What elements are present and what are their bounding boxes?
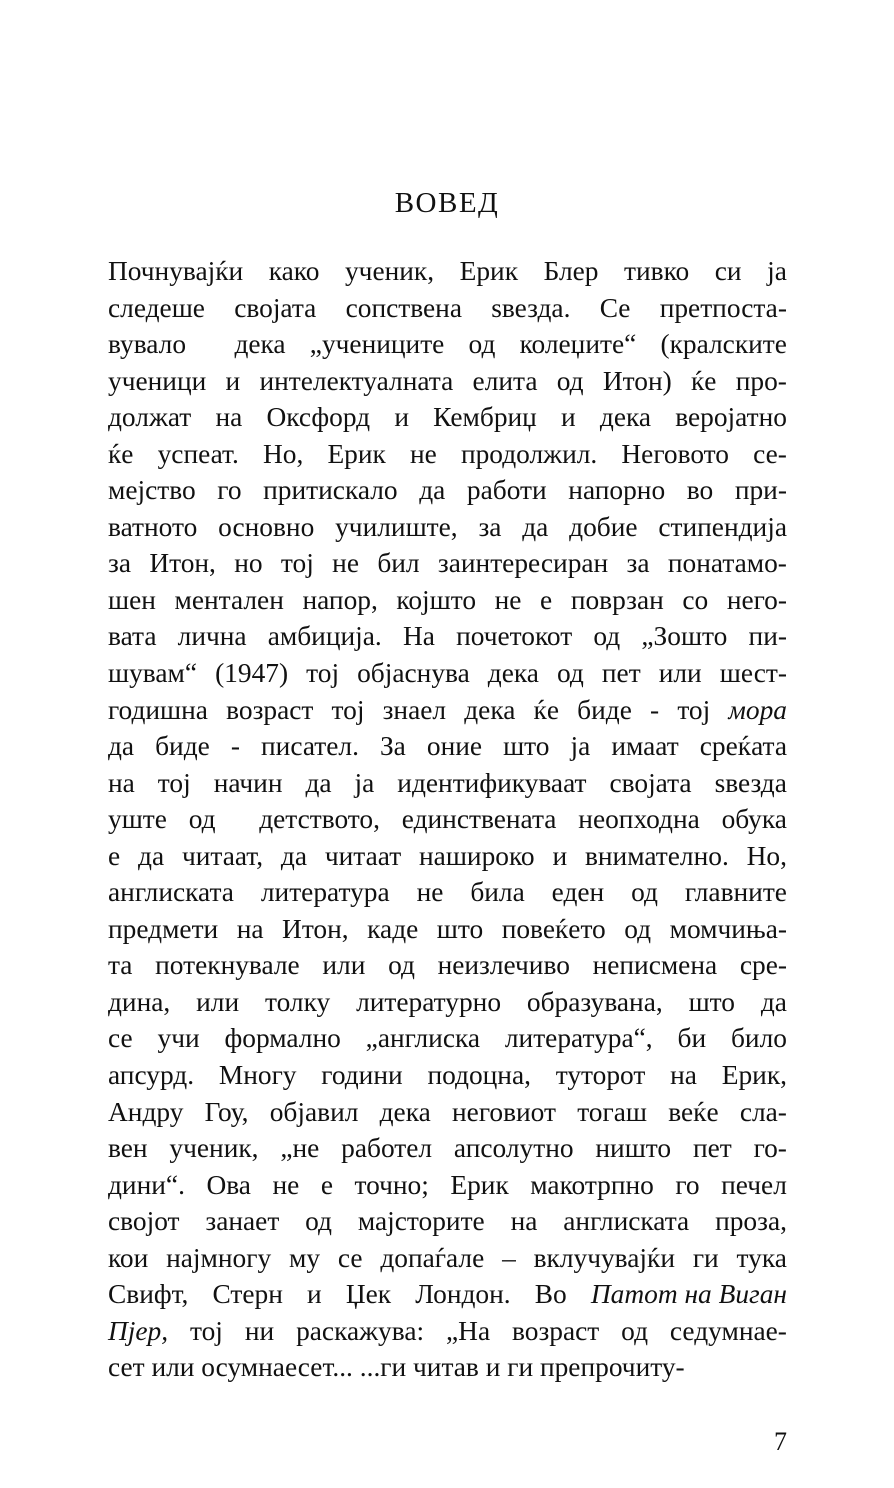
word: дека — [379, 1096, 431, 1127]
word: Ерик, — [721, 1060, 787, 1091]
word: години — [321, 1060, 403, 1091]
word: пет — [692, 1133, 732, 1164]
word: оние — [426, 731, 483, 762]
word: пет — [601, 658, 641, 689]
body-text-block — [108, 253, 787, 1386]
word: неписмена — [592, 950, 718, 981]
text-line — [108, 1203, 787, 1240]
word: е — [540, 584, 553, 615]
word: го — [675, 1169, 700, 1200]
word: продолжил. — [460, 438, 598, 469]
word: возраст — [512, 1315, 600, 1346]
word: Итон) — [602, 365, 672, 396]
word: ја — [570, 731, 591, 762]
word: тој — [677, 694, 711, 725]
word: следеше — [108, 292, 205, 323]
text-line — [108, 1020, 787, 1057]
word: шен — [108, 584, 156, 615]
text-line — [108, 290, 787, 327]
word: стипендија — [658, 511, 787, 542]
word: знаел — [382, 694, 447, 725]
word: си — [714, 256, 742, 286]
word: ќе — [108, 438, 134, 469]
text-line — [108, 1057, 787, 1094]
word: не — [272, 1169, 300, 1200]
word: својата — [234, 292, 317, 323]
word: главните — [684, 877, 787, 908]
word: го- — [753, 1133, 787, 1164]
word: каде — [367, 913, 419, 944]
word: го — [217, 475, 242, 506]
word: на — [236, 913, 264, 944]
word: објавил — [269, 1096, 359, 1127]
word: за — [626, 548, 650, 579]
word: толку — [264, 986, 331, 1017]
word: возраст — [226, 694, 314, 725]
word: шувам“ — [108, 658, 198, 689]
word: Џек — [345, 1279, 392, 1310]
word: дека — [487, 658, 539, 689]
text-line — [108, 911, 787, 948]
word: Почнувајќи — [108, 256, 244, 286]
word: ученик, — [169, 1133, 259, 1164]
word: тој — [157, 767, 191, 798]
word: веројатно — [675, 402, 787, 433]
word: литература — [260, 877, 390, 908]
word: заинтересиран — [437, 548, 609, 579]
word: од — [557, 658, 584, 689]
word: - — [230, 731, 240, 762]
word: како — [268, 256, 320, 286]
word: од — [305, 1206, 332, 1237]
word: од — [593, 621, 621, 652]
italic-phrase: мора — [728, 694, 787, 725]
word: та — [108, 950, 133, 981]
word: занает — [205, 1206, 280, 1237]
word: „На — [446, 1315, 491, 1346]
word: вата — [108, 621, 157, 652]
word: обука — [721, 804, 787, 835]
word: не — [416, 877, 444, 908]
word: тој — [306, 658, 340, 689]
word: потекнувале — [155, 950, 300, 981]
word: од — [388, 950, 415, 981]
word: Оксфорд — [266, 402, 371, 433]
text-line — [108, 582, 787, 619]
word: и — [552, 840, 568, 871]
word: од — [621, 1315, 649, 1346]
word: при- — [734, 475, 787, 506]
word: била — [470, 877, 525, 908]
word: сопствена — [345, 292, 462, 323]
word: допаѓале — [380, 1242, 485, 1273]
word: но — [234, 548, 263, 579]
text-line — [108, 1094, 787, 1131]
word: работи — [466, 475, 547, 506]
word: и — [307, 1279, 322, 1310]
page-number: 7 — [774, 1427, 787, 1456]
word: единствената — [401, 804, 557, 835]
word: ватното — [108, 511, 198, 542]
word: Ова — [206, 1169, 251, 1200]
word: туторот — [555, 1060, 646, 1091]
word: формално — [224, 1023, 341, 1054]
word: „не — [280, 1133, 320, 1164]
word: било — [730, 1023, 787, 1054]
word: во — [686, 475, 714, 506]
word: читаат — [324, 840, 402, 871]
word: еден — [551, 877, 605, 908]
text-line — [108, 618, 787, 655]
text-line — [108, 472, 787, 509]
word: ќе — [533, 694, 560, 725]
word: од — [468, 329, 496, 360]
word: начин — [213, 767, 283, 798]
word: ги — [692, 1242, 719, 1273]
word: момчиња- — [669, 913, 787, 944]
text-line — [108, 1240, 787, 1277]
word: литературно — [356, 986, 502, 1017]
text-line — [108, 947, 787, 984]
word: неговиот — [452, 1096, 556, 1127]
word: претпоста- — [659, 292, 787, 323]
word: Стерн — [212, 1279, 283, 1310]
word: сре- — [739, 950, 787, 981]
word: дека — [599, 402, 652, 433]
word: интелектуалната — [259, 365, 454, 396]
word: - — [650, 694, 660, 725]
word: својата — [609, 767, 692, 798]
word: не — [332, 548, 359, 579]
word: почетокот — [456, 621, 573, 652]
word: биде — [577, 694, 632, 725]
word: основно — [218, 511, 315, 542]
word: – — [502, 1242, 516, 1273]
word: сет или осумнаесет... ...ги читав и ги препрочиту- — [108, 1352, 685, 1383]
word: или — [658, 658, 702, 689]
word: најмногу — [166, 1242, 272, 1273]
word: тој — [331, 694, 365, 725]
word: дека — [464, 694, 516, 725]
text-line — [108, 509, 787, 546]
word: писател. — [261, 731, 359, 762]
word: што — [688, 986, 735, 1017]
word: Многу — [218, 1060, 297, 1091]
word: елита — [472, 365, 538, 396]
word: е — [108, 840, 121, 871]
word: Во — [534, 1279, 567, 1310]
word: од — [631, 877, 658, 908]
word: тука — [736, 1242, 787, 1273]
word: да — [419, 475, 446, 506]
word: ѕвезда — [714, 767, 787, 798]
word: на — [510, 1206, 538, 1237]
word: за — [108, 548, 131, 579]
word: нашироко — [419, 840, 535, 871]
word: Блер — [543, 256, 599, 286]
word: тогаш — [577, 1096, 647, 1127]
word: ќе — [691, 365, 717, 396]
word: со — [682, 584, 709, 615]
word: работел — [341, 1133, 433, 1164]
word: на — [108, 767, 135, 798]
word: него- — [726, 584, 787, 615]
word: не — [494, 584, 522, 615]
word: што — [436, 913, 484, 944]
word: повеќето — [501, 913, 606, 944]
text-line — [108, 399, 787, 436]
word: читаат, — [181, 840, 264, 871]
word: и — [561, 402, 576, 433]
word: За — [379, 731, 406, 762]
word: се — [337, 1242, 363, 1273]
word: Ерик — [459, 256, 519, 286]
page-title: ВОВЕД — [394, 187, 500, 220]
word: дина, — [108, 986, 171, 1017]
word: е — [320, 1169, 333, 1200]
word: на — [215, 402, 243, 433]
text-line — [108, 436, 787, 473]
word: лична — [177, 621, 247, 652]
text-line — [108, 838, 787, 875]
word: би — [677, 1023, 707, 1054]
word: да — [280, 840, 307, 871]
word: од — [188, 804, 216, 835]
text-line — [108, 874, 787, 911]
word: среќата — [699, 731, 787, 762]
word: ја — [354, 767, 375, 798]
text-line — [108, 655, 787, 692]
word: англиската — [563, 1206, 690, 1237]
text-line — [108, 728, 787, 765]
word: пи- — [748, 621, 787, 652]
word: Но, — [746, 840, 787, 871]
word: тој — [190, 1315, 223, 1346]
word: колеџите“ — [519, 329, 637, 360]
word: што — [503, 731, 550, 762]
word: напорно — [568, 475, 666, 506]
word: мајсторите — [357, 1206, 485, 1237]
word: за — [478, 511, 502, 542]
word: или — [196, 986, 240, 1017]
word: Итон, — [149, 548, 216, 579]
word: да — [138, 840, 165, 871]
word: внимателно. — [584, 840, 729, 871]
word: ученик, — [344, 256, 435, 286]
word: вен — [108, 1133, 148, 1164]
word: раскажува: — [296, 1315, 425, 1346]
word: мејство — [108, 475, 196, 506]
text-line — [108, 253, 787, 290]
word: ментален — [174, 584, 284, 615]
word: должат — [108, 402, 192, 433]
word: Се — [599, 292, 631, 323]
word: ѕвезда. — [491, 292, 571, 323]
word: (1947) — [215, 658, 289, 689]
word: му — [288, 1242, 321, 1273]
word: ни — [244, 1315, 275, 1346]
word: Свифт, — [108, 1279, 189, 1310]
word: својот — [108, 1206, 180, 1237]
word: се- — [753, 438, 787, 469]
text-line — [108, 765, 787, 802]
text-line — [108, 1313, 787, 1350]
word: неизлечиво — [437, 950, 570, 981]
word: учи — [157, 1023, 200, 1054]
word: поврзан — [570, 584, 664, 615]
word: или — [322, 950, 366, 981]
word: на — [670, 1060, 697, 1091]
word: од — [556, 365, 584, 396]
word: предмети — [108, 913, 219, 944]
word: Неговото — [621, 438, 729, 469]
italic-phrase: Патот на Виган — [590, 1279, 787, 1310]
word: шест- — [719, 658, 787, 689]
word: амбиција. — [267, 621, 382, 652]
word: Ерик — [327, 438, 386, 469]
word: којшто — [396, 584, 477, 615]
text-line — [108, 1130, 787, 1167]
word: „англиска — [365, 1023, 481, 1054]
word: про- — [735, 365, 787, 396]
word: се — [108, 1023, 133, 1054]
word: вувало — [108, 329, 187, 360]
word: вклучувајќи — [533, 1242, 675, 1273]
word: печел — [721, 1169, 787, 1200]
word: ништо — [595, 1133, 672, 1164]
text-line — [108, 984, 787, 1021]
text-line — [108, 1276, 787, 1313]
word: да — [760, 986, 787, 1017]
word: детството, — [259, 804, 380, 835]
word: дека — [234, 329, 286, 360]
word: дини“. — [108, 1169, 185, 1200]
word: точно; — [354, 1169, 429, 1200]
word: макотрпно — [530, 1169, 654, 1200]
word: литература“, — [504, 1023, 653, 1054]
word: неопходна — [578, 804, 700, 835]
word: „Зошто — [641, 621, 728, 652]
text-line — [108, 1167, 787, 1204]
text-line — [108, 363, 787, 400]
text-line — [108, 1349, 787, 1386]
word: успеат. — [157, 438, 239, 469]
word: „учениците — [309, 329, 445, 360]
word: кои — [108, 1242, 149, 1273]
word: не — [409, 438, 437, 469]
word: Андру — [108, 1096, 184, 1127]
word: да — [305, 767, 332, 798]
word: училиште, — [335, 511, 458, 542]
word: од — [624, 913, 652, 944]
word: да — [522, 511, 549, 542]
word: Итон, — [282, 913, 349, 944]
word: Лондон. — [415, 1279, 511, 1310]
word: ја — [767, 256, 787, 286]
word: добие — [569, 511, 638, 542]
word: тивко — [624, 256, 690, 286]
text-line — [108, 545, 787, 582]
word: идентификуваат — [397, 767, 587, 798]
word: тој — [280, 548, 314, 579]
word: веќе — [668, 1096, 719, 1127]
word: проза, — [715, 1206, 787, 1237]
word: подоцна, — [427, 1060, 531, 1091]
word: и — [394, 402, 409, 433]
word: Ерик — [450, 1169, 509, 1200]
word: понатамо- — [667, 548, 787, 579]
italic-phrase: Пјер, — [108, 1315, 169, 1346]
word: објаснува — [357, 658, 470, 689]
word: да — [108, 731, 135, 762]
word: уште — [108, 804, 167, 835]
word: Но, — [262, 438, 304, 469]
word: англиската — [108, 877, 234, 908]
word: (кралските — [660, 329, 787, 360]
word: седумнае- — [669, 1315, 787, 1346]
word: бил — [377, 548, 420, 579]
word: На — [402, 621, 435, 652]
word: ученици — [108, 365, 207, 396]
text-line — [108, 326, 787, 363]
word: апсолутно — [453, 1133, 574, 1164]
word: сла- — [739, 1096, 787, 1127]
word: годишна — [108, 694, 208, 725]
word: имаат — [611, 731, 679, 762]
text-line — [108, 692, 787, 729]
word: биде — [155, 731, 210, 762]
word: апсурд. — [108, 1060, 195, 1091]
word: и — [225, 365, 241, 396]
word: напор, — [302, 584, 378, 615]
text-line — [108, 801, 787, 838]
word: Гоу, — [204, 1096, 249, 1127]
word: образувана, — [526, 986, 663, 1017]
word: Кембриџ — [433, 402, 537, 433]
word: притискало — [263, 475, 398, 506]
